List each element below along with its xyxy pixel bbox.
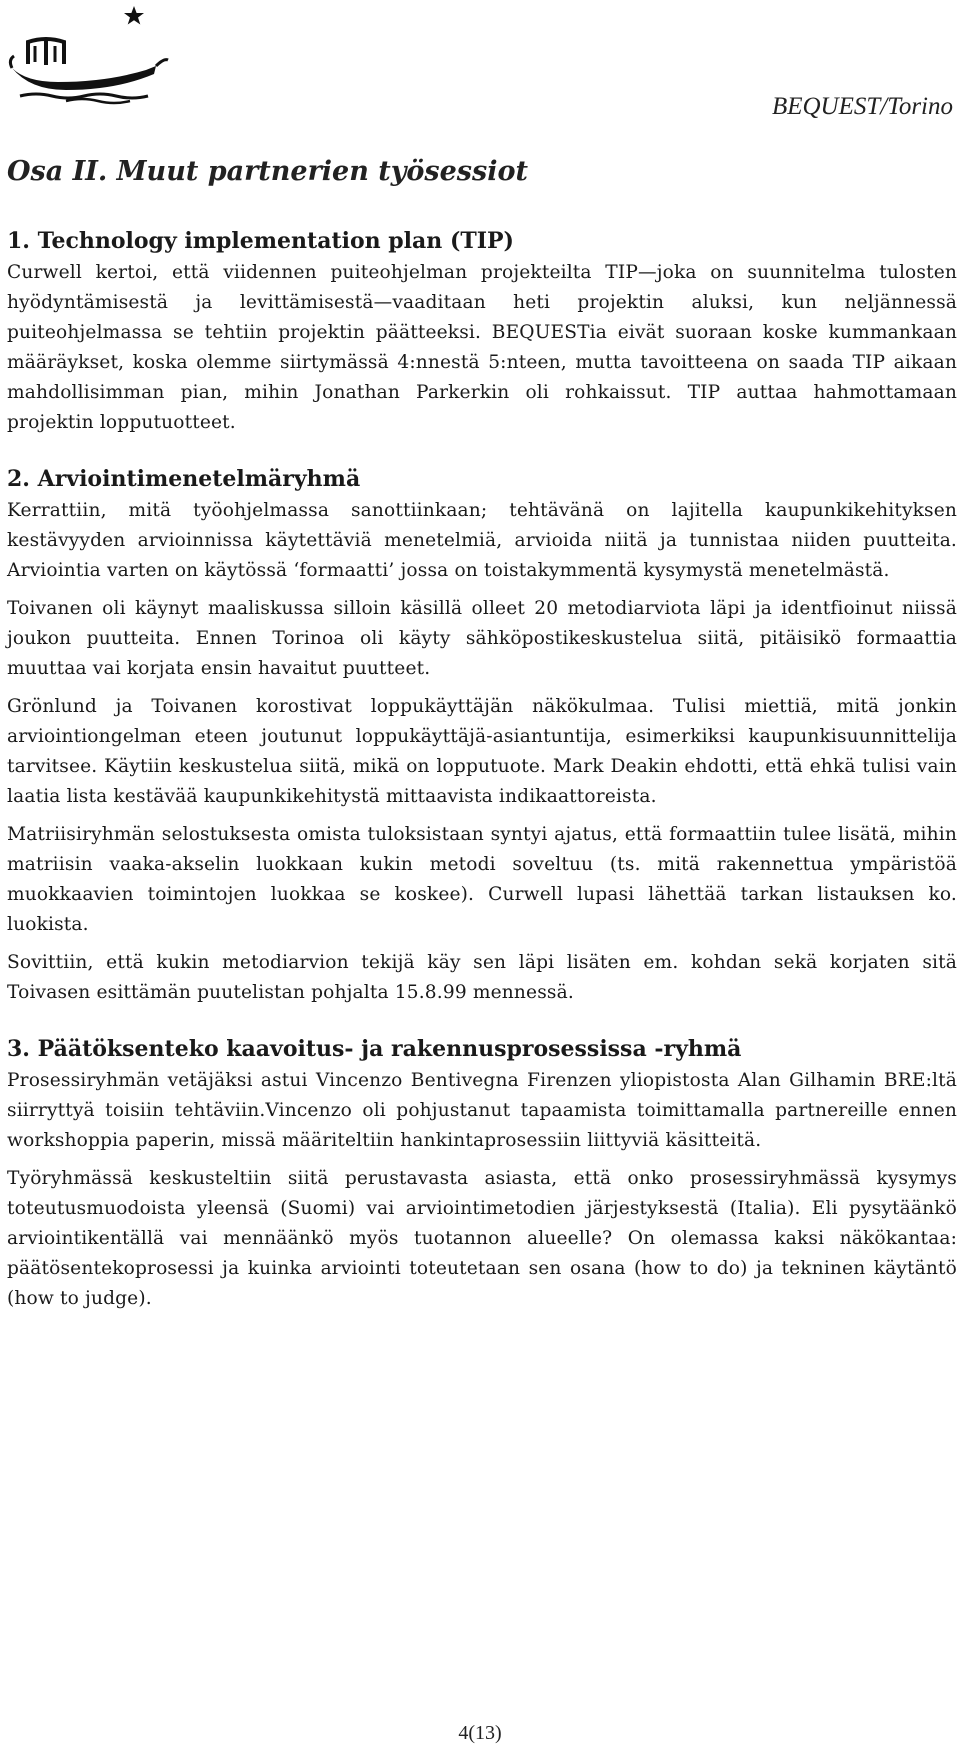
- paragraph: Työryhmässä keskusteltiin siitä perustavasta asiasta, että onko prosessiryhmässä kysymys toteutusmuodoista yleensä (Suomi) vai arviointimetodien järjestyksestä (Italia). Eli pysytäänkö arviointikentällä vai mennäänkö myös tuotannon alueelle? On olemassa kaksi näkökantaa: päätösentekoprosessi ja kuinka arviointi toteutetaan sen osana (how to do) ja tekninen käytäntö (how to judge).: [7, 1168, 957, 1309]
- paragraph: Sovittiin, että kukin metodiarvion tekijä käy sen läpi lisäten em. kohdan sekä korjaten sitä Toivasen esittämän puutelistan pohjalta 15.8.99 mennessä.: [7, 952, 957, 1003]
- paragraph: Prosessiryhmän vetäjäksi astui Vincenzo Bentivegna Firenzen yliopistosta Alan Gilhamin BRE:ltä siirryttyä toisiin tehtäviin.Vincenzo oli pohjustanut tapaamista toimittamalla partnereille ennen workshoppia paperin, missä määriteltiin hankintaprosessiin liittyviä käsitteitä.: [7, 1070, 957, 1151]
- section-heading-tip: 1. Technology implementation plan (TIP): [7, 228, 514, 254]
- star-icon: [124, 6, 144, 25]
- paragraph: Grönlund ja Toivanen korostivat loppukäyttäjän näkökulmaa. Tulisi miettiä, mitä jonkin arviointiongelman eteen joutunut loppukäyttäjä-asiantuntija, esimerkiksi kaupunkisuunnittelija tarvitsee. Käytiin keskustelua siitä, mikä on lopputuote. Mark Deakin ehdotti, että ehkä tulisi vain laatia lista kestävää kaupunkikehitystä mittaavista indikaattoreista.: [7, 696, 957, 807]
- section-heading-evaluation-methods: 2. Arviointimenetelmäryhmä: [7, 466, 361, 492]
- paragraph: Curwell kertoi, että viidennen puiteohjelman projekteilta TIP—joka on suunnitelma tulosten hyödyntämisestä ja levittämisestä—vaaditaan heti projektin aluksi, kun neljännessä puiteohjelmassa se tehtiin projektin päätteeksi. BEQUESTia eivät suoraan koske kummankaan määräykset, koska olemme siirtymässä 4:nnestä 5:nteen, mutta tavoitteena on saada TIP aikaan mahdollisimman pian, mihin Jonathan Parkerkin oli rohkaissut. TIP auttaa hahmottamaan projektin lopputuotteet.: [7, 262, 957, 433]
- section-heading-decision-making: 3. Päätöksenteko kaavoitus- ja rakennusprosessissa -ryhmä: [7, 1036, 742, 1062]
- paragraph: Toivanen oli käynyt maaliskussa silloin käsillä olleet 20 metodiarviota läpi ja identfioinut niissä joukon puutteita. Ennen Torinoa oli käyty sähköpostikeskustelua siitä, pitäisikö formaattia muuttaa vai korjata ensin havaitut puutteet.: [7, 598, 957, 679]
- paragraph: Kerrattiin, mitä työohjelmassa sanottiinkaan; tehtävänä on lajitella kaupunkikehityksen kestävyyden arvioinnissa käytettäviä menetelmiä, arvioida niitä ja tunnistaa niiden puutteita. Arviointia varten on käytössä ‘formaatti’ jossa on toistakymmentä kysymystä menetelmästä.: [7, 500, 957, 581]
- paragraph: Matriisiryhmän selostuksesta omista tuloksistaan syntyi ajatus, että formaattiin tulee lisätä, mihin matriisin vaaka-akselin luokkaan kukin metodi soveltuu (ts. mitä rakennettua ympäristöä muokkaavien toimintojen luokkaa se koskee). Curwell lupasi lähettää tarkan listauksen ko. luokista.: [7, 824, 957, 935]
- document-body: [7, 226, 957, 1314]
- bequest-ship-logo: [6, 2, 174, 112]
- project-label: BEQUEST/Torino: [771, 93, 953, 120]
- page-title: Osa II. Muut partnerien työsessiot: [7, 156, 528, 187]
- page-number: 4(13): [458, 1722, 502, 1744]
